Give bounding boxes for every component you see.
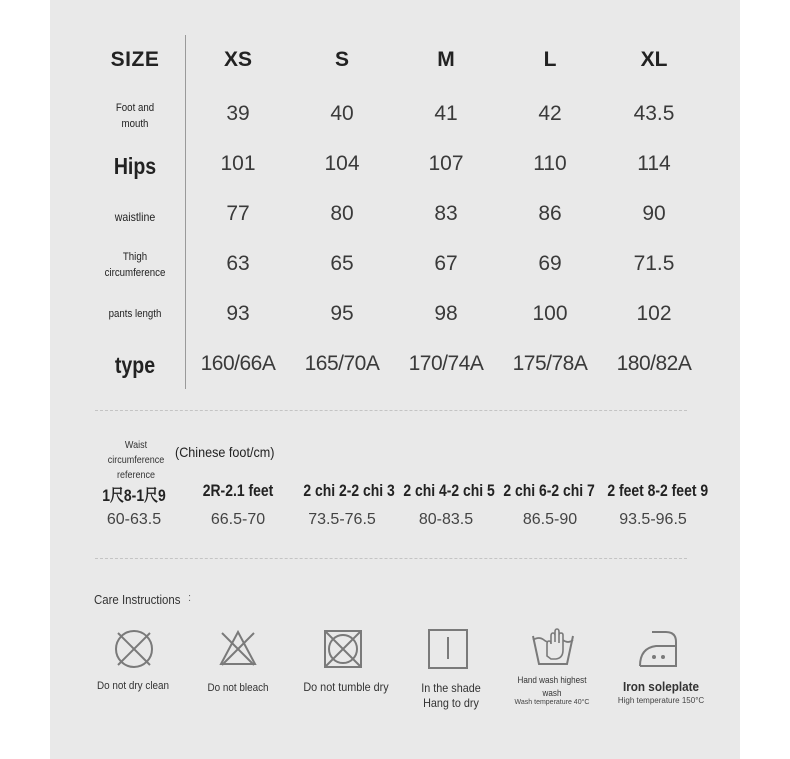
size-col-xl: XL	[640, 48, 668, 71]
row-label-foot-mouth	[91, 100, 179, 132]
row-label-line: Thigh	[122, 251, 148, 263]
care-note: Wash temperature 40°C	[514, 699, 590, 706]
no-bleach-icon	[217, 628, 259, 670]
table-cell: 41	[434, 102, 458, 125]
care-label-line: wash	[542, 688, 562, 698]
table-cell: 67	[434, 252, 458, 275]
table-cell: 90	[642, 202, 666, 225]
dashed-divider	[95, 410, 687, 411]
table-cell: 65	[330, 252, 354, 275]
table-cell: 180/82A	[616, 352, 692, 375]
waist-label-line: Waist circumference	[107, 440, 165, 466]
dashed-divider	[95, 558, 687, 559]
size-header: SIZE	[110, 48, 160, 71]
table-cell: 170/74A	[408, 352, 484, 375]
waist-chinese-value: 2R-2.1 feet	[202, 481, 274, 500]
table-cell: 95	[330, 302, 354, 325]
waist-cm-value: 93.5-96.5	[619, 511, 687, 528]
table-cell: 77	[226, 202, 250, 225]
care-label-line: In the shade	[421, 681, 481, 695]
care-label-line: Hand wash highest	[517, 675, 587, 685]
no-dry-clean-icon	[113, 628, 155, 670]
row-label-line: circumference	[104, 267, 166, 279]
hand-wash-icon	[530, 626, 576, 668]
care-label: Do not dry clean	[96, 680, 170, 692]
row-label-line: Foot and	[115, 102, 155, 114]
table-cell: 63	[226, 252, 250, 275]
table-cell: 83	[434, 202, 458, 225]
care-label	[503, 674, 602, 700]
table-cell: 175/78A	[512, 352, 588, 375]
care-label	[402, 681, 501, 711]
table-cell: 42	[538, 102, 562, 125]
row-label-thigh	[91, 249, 179, 281]
waist-cm-value: 80-83.5	[418, 511, 474, 528]
care-label: Do not tumble dry	[303, 680, 389, 694]
table-cell: 107	[428, 152, 464, 175]
table-cell: 93	[226, 302, 250, 325]
waist-chinese-value: 2 chi 4-2 chi 5	[403, 481, 495, 500]
row-label-waistline: waistline	[114, 210, 156, 224]
table-cell: 39	[226, 102, 250, 125]
waist-cm-value: 66.5-70	[210, 511, 266, 528]
size-col-m: M	[437, 48, 455, 71]
waist-cm-value: 73.5-76.5	[308, 511, 376, 528]
waist-label-line: reference	[116, 470, 156, 481]
waist-chinese-value: 1尺8-1尺9	[102, 486, 166, 505]
table-cell: 86	[538, 202, 562, 225]
table-cell: 40	[330, 102, 354, 125]
row-label-type: type	[114, 352, 156, 378]
table-cell: 71.5	[633, 252, 675, 275]
waist-chinese-value: 2 feet 8-2 feet 9	[607, 481, 709, 500]
waist-chinese-value: 2 chi 2-2 chi 3	[303, 481, 395, 500]
table-cell: 160/66A	[200, 352, 276, 375]
size-col-xs: XS	[223, 48, 252, 71]
size-col-s: S	[334, 48, 349, 71]
row-label-hips: Hips	[113, 153, 157, 179]
size-col-l: L	[543, 48, 557, 71]
waist-cm-value: 60-63.5	[106, 511, 162, 528]
waist-cm-value: 86.5-90	[522, 511, 578, 528]
row-label-pants-length: pants length	[108, 308, 162, 320]
table-cell: 69	[538, 252, 562, 275]
care-label-line: Hang to dry	[423, 696, 479, 710]
table-cell: 104	[324, 152, 360, 175]
care-note: High temperature 150°C	[617, 696, 705, 705]
care-title-mark: :	[188, 592, 192, 604]
table-cell: 165/70A	[304, 352, 380, 375]
waist-unit-label: (Chinese foot/cm)	[175, 444, 275, 460]
row-label-line: mouth	[121, 118, 149, 130]
care-label: Do not bleach	[207, 682, 269, 694]
care-label: Iron soleplate	[622, 679, 700, 694]
table-cell: 98	[434, 302, 458, 325]
table-cell: 100	[532, 302, 568, 325]
waist-reference-label	[96, 438, 175, 483]
no-tumble-dry-icon	[322, 628, 364, 670]
table-cell: 80	[330, 202, 354, 225]
table-cell: 101	[220, 152, 256, 175]
iron-icon	[636, 628, 680, 670]
waist-chinese-value: 2 chi 6-2 chi 7	[503, 481, 595, 500]
table-cell: 110	[533, 152, 567, 175]
table-cell: 102	[636, 302, 672, 325]
shade-dry-icon	[427, 628, 469, 670]
table-cell: 114	[637, 152, 671, 175]
care-instructions-title: Care Instructions	[94, 592, 181, 607]
table-cell: 43.5	[633, 102, 675, 125]
